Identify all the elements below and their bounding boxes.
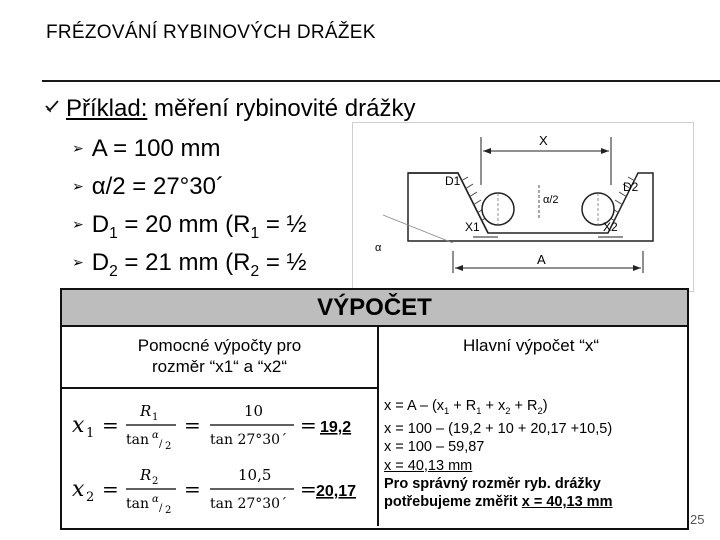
bullet-d2-rhs: = ½ xyxy=(259,249,307,276)
main-line-6-result: x = 40,13 mm xyxy=(521,494,613,511)
f2-eq3: = xyxy=(300,477,317,501)
label-alpha: α xyxy=(375,242,382,254)
f2-den: tan xyxy=(126,496,149,512)
aux-calc-heading xyxy=(62,327,377,395)
label-d2: D2 xyxy=(623,180,639,194)
f1-den2: tan 27°30´ xyxy=(210,432,288,448)
arrow-bullet-icon: ➢ xyxy=(72,178,84,194)
f1-eq2: = xyxy=(184,413,201,437)
main-line-1: $x = A - (x_1 + R_1 + x_2 + R_2)$ xyxy=(384,398,548,416)
f1-den-two: 2 xyxy=(165,441,172,452)
label-x2: X2 xyxy=(603,220,618,234)
f2-var: x xyxy=(72,477,85,502)
bullet-d1-sub2: 1 xyxy=(250,224,260,242)
dovetail-diagram xyxy=(353,123,693,291)
f2-result: 20,17 xyxy=(316,483,357,500)
main-calculation xyxy=(384,397,684,512)
label-alpha-half: α/2 xyxy=(543,194,559,206)
bullet-d1-sub: 1 xyxy=(109,224,118,242)
f2-den-slash: / xyxy=(159,503,163,514)
f2-eq2: = xyxy=(184,477,201,501)
bullet-alpha-rhs: = 27°30´ xyxy=(125,173,224,200)
main-line-6 xyxy=(384,493,684,511)
bullet-d2-lhs: D xyxy=(91,249,110,276)
bullet-icon xyxy=(44,98,60,114)
formula-block xyxy=(70,392,370,522)
f1-num-sub: 1 xyxy=(152,412,159,423)
f1-result: 19,2 xyxy=(320,419,352,436)
f2-den-alpha: α xyxy=(152,494,159,505)
bullet-d1-mid: = 20 mm (R xyxy=(117,211,251,238)
main-line-6-text: potřebujeme změřit xyxy=(384,494,522,511)
intro-line xyxy=(44,95,415,123)
f1-den-alpha: α xyxy=(152,430,159,441)
bullet-d1 xyxy=(72,211,307,243)
f2-num2: 10,5 xyxy=(238,466,272,484)
f2-den2: tan 27°30´ xyxy=(210,496,288,512)
label-d1: D1 xyxy=(445,174,461,188)
bullet-d2-sub2: 2 xyxy=(250,262,260,280)
bullet-a-lhs: A xyxy=(91,135,107,162)
main-line-5: Pro správný rozměr ryb. drážky xyxy=(384,476,601,493)
f1-num2: 10 xyxy=(244,402,264,420)
f1-den-slash: / xyxy=(159,439,163,450)
main-line-2: x = 100 – (19,2 + 10 + 20,17 +10,5) xyxy=(384,421,613,438)
aux-heading-line-2: rozměr “x1“ a “x2“ xyxy=(151,357,288,376)
calc-header: VÝPOČET xyxy=(62,290,687,327)
bullet-a xyxy=(72,135,220,163)
page-number: 25 xyxy=(690,512,705,527)
bullet-a-rhs: = 100 mm xyxy=(106,135,221,162)
bullet-d1-rhs: = ½ xyxy=(259,211,307,238)
f2-var-sub: 2 xyxy=(86,490,95,505)
row-divider xyxy=(62,387,377,389)
label-x1: X1 xyxy=(465,220,480,234)
label-a: A xyxy=(537,252,546,267)
f1-var: x xyxy=(72,413,85,438)
column-divider xyxy=(377,327,379,526)
calculation-table xyxy=(60,288,689,530)
f1-eq3: = xyxy=(300,413,317,437)
f1-eq1: = xyxy=(102,413,119,437)
main-line-4: x = 40,13 mm xyxy=(384,457,473,474)
f2-num: R xyxy=(140,466,152,484)
title-divider xyxy=(42,80,720,82)
arrow-bullet-icon: ➢ xyxy=(72,216,84,232)
intro-text: měření rybinovité drážky xyxy=(147,95,416,122)
bullet-d2-mid: = 21 mm (R xyxy=(117,249,251,276)
aux-heading-line-1: Pomocné výpočty pro xyxy=(137,336,302,355)
bullet-d2 xyxy=(72,249,307,281)
main-calc-heading: Hlavní výpočet “x“ xyxy=(462,336,600,355)
slide-title: FRÉZOVÁNÍ RYBINOVÝCH DRÁŽEK xyxy=(46,22,376,43)
main-line-3: x = 100 – 59,87 xyxy=(384,439,485,456)
f2-eq1: = xyxy=(102,477,119,501)
arrow-bullet-icon: ➢ xyxy=(72,140,84,156)
f2-num-sub: 2 xyxy=(152,476,159,487)
dovetail-figure xyxy=(352,122,694,292)
bullet-d1-lhs: D xyxy=(91,211,110,238)
f1-den: tan xyxy=(126,432,149,448)
bullet-d2-sub: 2 xyxy=(109,262,118,280)
arrow-bullet-icon: ➢ xyxy=(72,254,84,270)
intro-prefix: Příklad: xyxy=(66,95,148,122)
f2-den-two: 2 xyxy=(165,505,172,516)
f1-var-sub: 1 xyxy=(86,426,95,441)
bullet-alpha-lhs: α/2 xyxy=(91,173,126,200)
label-x: X xyxy=(539,133,548,148)
f1-num: R xyxy=(140,402,152,420)
bullet-alpha xyxy=(72,173,224,201)
